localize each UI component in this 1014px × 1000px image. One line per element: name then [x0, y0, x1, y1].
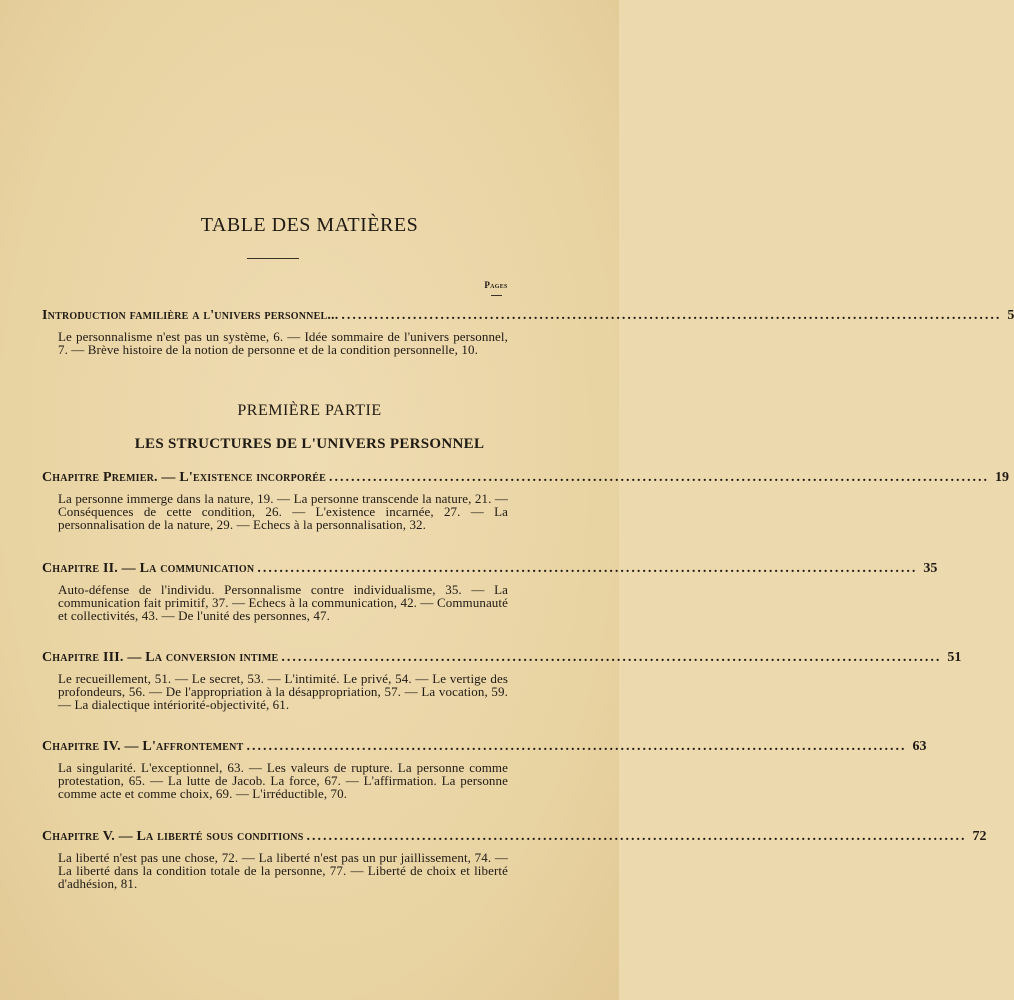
toc-entry-page: 35 — [923, 561, 938, 576]
toc-entry-heading: Chapitre V. — La liberté sous conditions — [42, 829, 304, 844]
toc-entry-heading: Chapitre III. — La conversion intime — [42, 650, 279, 665]
leader-dots: ........................................................................................................................ — [257, 561, 918, 576]
leader-dots: ........................................................................................................................ — [281, 650, 942, 665]
toc-entry-introduction — [42, 308, 1014, 357]
toc-entry-heading: Chapitre Premier. — L'existence incorporée — [42, 470, 327, 485]
toc-entry-chapter-5 — [42, 829, 987, 891]
toc-entry-page: 5 — [1007, 308, 1014, 323]
toc-entry-chapter-2 — [42, 561, 938, 623]
title-divider — [247, 258, 299, 259]
toc-entry-chapter-1 — [42, 470, 1010, 532]
leader-dots: ........................................................................................................................ — [329, 470, 990, 485]
toc-entry-page: 19 — [995, 470, 1010, 485]
leader-dots: ........................................................................................................................ — [246, 739, 907, 754]
toc-entry-heading: Chapitre II. — La communication — [42, 561, 255, 576]
toc-entry-heading: Introduction familière a l'univers personnel... — [42, 308, 339, 323]
toc-entry-summary: Le recueillement, 51. — Le secret, 53. — L'intimité. Le privé, 54. — Le vertige des profondeurs, 56. — De l'appropriation à la désappropriation, 57. — La vocation, 59. — La dialectique intériorité-objectivité, 61. — [58, 671, 508, 712]
leader-dots: ........................................................................................................................ — [341, 308, 1002, 323]
toc-entry-summary: La singularité. L'exceptionnel, 63. — Les valeurs de rupture. La personne comme protestation, 65. — La lutte de Jacob. La force, 67. — L'affirmation. La personne comme acte et comme choix, 69. — L'irréductible, 70. — [58, 760, 508, 801]
part-title: LES STRUCTURES DE L'UNIVERS PERSONNEL — [134, 436, 485, 452]
toc-entry-summary: La liberté n'est pas une chose, 72. — La liberté n'est pas un pur jaillissement, 74. — La liberté dans la condition totale de la personne, 77. — Liberté de choix et liberté d'adhésion, 81. — [58, 850, 508, 891]
toc-entry-page: 72 — [972, 829, 987, 844]
toc-entry-page: 63 — [912, 739, 927, 754]
toc-entry-summary: Le personnalisme n'est pas un système, 6. — Idée sommaire de l'univers personnel, 7. — Brève histoire de la notion de personne et de la condition personnelle, 10. — [58, 329, 508, 357]
part-label: PREMIÈRE PARTIE — [237, 402, 382, 419]
toc-entry-heading: Chapitre IV. — L'affrontement — [42, 739, 244, 754]
page-title: TABLE DES MATIÈRES — [200, 214, 419, 236]
toc-entry-summary: La personne immerge dans la nature, 19. — La personne transcende la nature, 21. — Conséquences de cette condition, 26. — L'existence incarnée, 27. — La personnalisation de la nature, 29. — Echecs à la personnalisation, 32. — [58, 491, 508, 532]
toc-entry-summary: Auto-défense de l'individu. Personnalisme contre individualisme, 35. — La communication fait primitif, 37. — Echecs à la communication, 42. — Communauté et collectivités, 43. — De l'unité des personnes, 47. — [58, 582, 508, 623]
pages-column-divider — [491, 295, 502, 296]
leader-dots: ........................................................................................................................ — [306, 829, 967, 844]
pages-column-label: Pages — [484, 280, 508, 290]
toc-entry-chapter-4 — [42, 739, 927, 801]
toc-entry-page: 51 — [947, 650, 962, 665]
toc-entry-chapter-3 — [42, 650, 962, 712]
